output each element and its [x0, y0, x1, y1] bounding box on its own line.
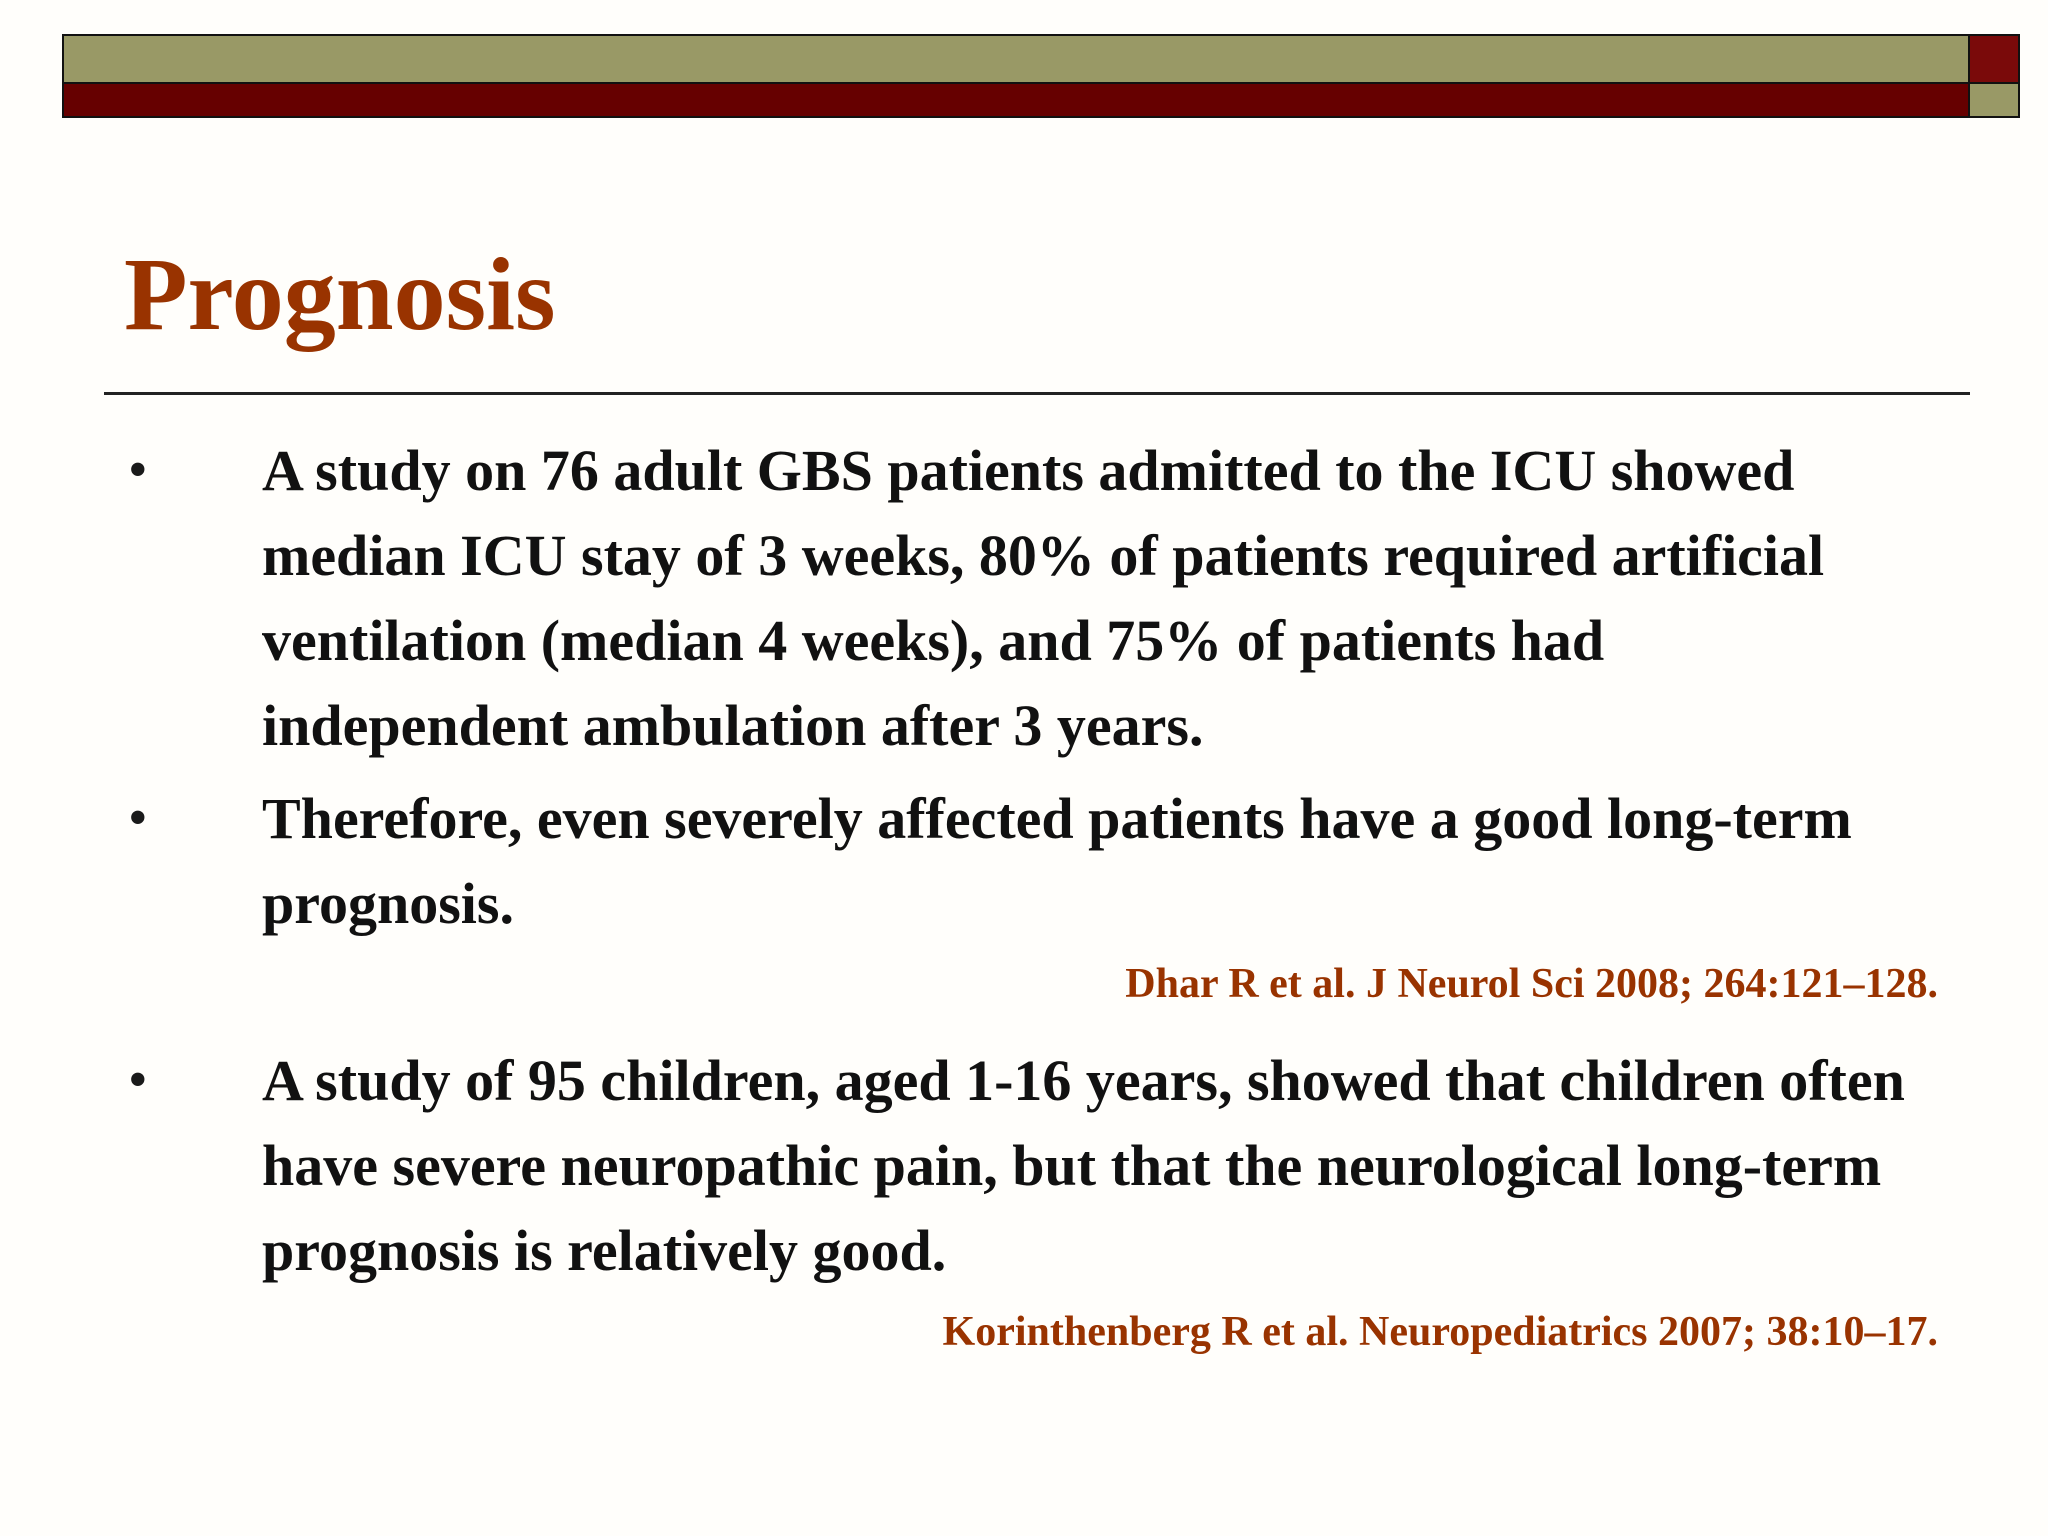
- header-bar-maroon: [62, 84, 1970, 118]
- header-corner-maroon: [1968, 34, 2020, 84]
- bullet-icon: •: [128, 439, 148, 501]
- citation-dhar: Dhar R et al. J Neurol Sci 2008; 264:121–128.: [1125, 961, 1938, 1007]
- bullet-text-1: A study on 76 adult GBS patients admitted to the ICU showed median ICU stay of 3 weeks, 80% of patients required artificial ventilation (median 4 weeks), and 75% of patients had independent ambulation after 3 years.: [262, 438, 1825, 758]
- slide-title: Prognosis: [124, 237, 556, 352]
- header-bar-olive: [62, 34, 1970, 84]
- title-divider: [104, 392, 1970, 395]
- citation-korinthenberg: Korinthenberg R et al. Neuropediatrics 2007; 38:10–17.: [942, 1309, 1938, 1355]
- bullet-text-2: Therefore, even severely affected patients have a good long-term prognosis.: [262, 786, 1852, 936]
- bullet-text-3: A study of 95 children, aged 1-16 years, showed that children often have severe neuropathic pain, but that the neurological long-term prognosis is relatively good.: [262, 1048, 1905, 1283]
- bullet-icon: •: [128, 787, 148, 849]
- bullet-icon: •: [128, 1049, 148, 1111]
- header-corner-olive: [1968, 84, 2020, 118]
